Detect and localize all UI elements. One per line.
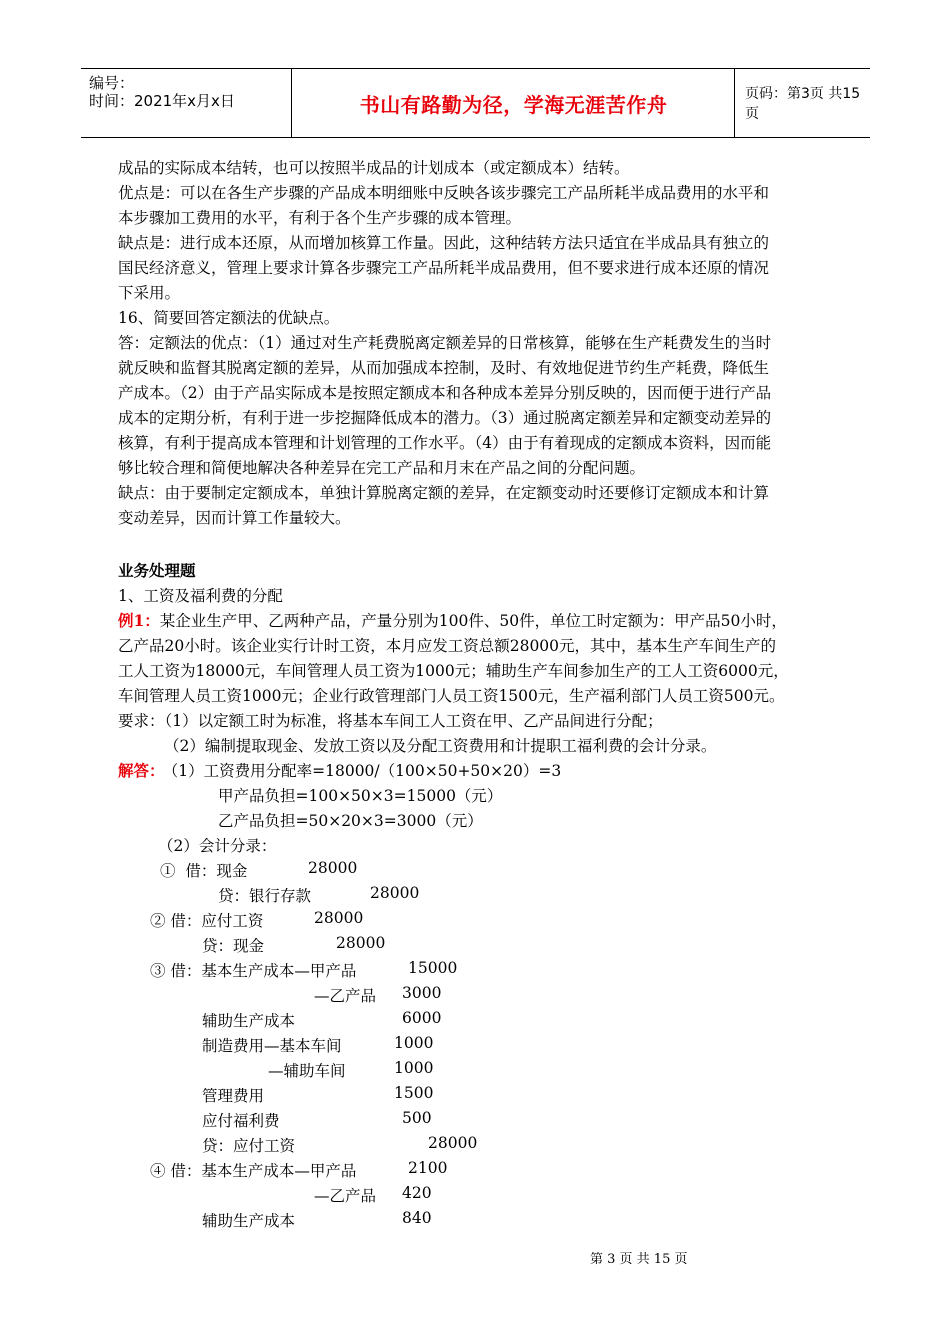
entry-amount: 420 — [402, 1184, 432, 1202]
item-heading: 1、工资及福利费的分配 — [118, 587, 283, 605]
entry-text: 管理费用 — [202, 1087, 265, 1105]
question-16: 16、简要回答定额法的优缺点。 — [118, 309, 340, 327]
entry-amount: 500 — [402, 1109, 432, 1127]
example-label: 例1： — [118, 611, 160, 630]
entry-text: ③ 借：基本生产成本—甲产品 — [150, 962, 357, 980]
text-line: 产成本。（2）由于产品实际成本是按照定额成本和各种成本差异分别反映的，因而便于进行产品 — [118, 384, 772, 402]
entry-amount: 840 — [402, 1209, 432, 1227]
entry-text: 辅助生产成本 — [202, 1212, 296, 1230]
text-line: 够比较合理和简便地解决各种差异在完工产品和月末在产品之间的分配问题。 — [118, 459, 646, 477]
text-line: 本步骤加工费用的水平，有利于各个生产步骤的成本管理。 — [118, 209, 522, 227]
header-meta — [81, 69, 292, 137]
example-line — [118, 609, 787, 631]
text-line: 国民经济意义，管理上要求计算各步骤完工产品所耗半成品费用，但不要求进行成本还原的情况 — [118, 259, 770, 277]
text-line: 下采用。 — [118, 284, 181, 302]
entry-amount: 2100 — [408, 1159, 448, 1177]
time-label: 时间：2021年x月x日 — [89, 92, 235, 110]
text-line: 答：定额法的优点：（1）通过对生产耗费脱离定额差异的日常核算，能够在生产耗费发生的当时 — [118, 334, 772, 352]
entry-amount: 28000 — [308, 859, 358, 877]
example-line: 工人工资为18000元，车间管理人员工资为1000元；辅助生产车间参加生产的工人工资6000元， — [118, 662, 789, 680]
text-line: 优点是：可以在各生产步骤的产品成本明细账中反映各该步骤完工产品所耗半成品费用的水平和 — [118, 184, 770, 202]
entry-text: 辅助生产成本 — [202, 1012, 296, 1030]
entry-text: 贷：应付工资 — [202, 1137, 296, 1155]
text-line: 核算，有利于提高成本管理和计划管理的工作水平。（4）由于有着现成的定额成本资料，因而能 — [118, 434, 772, 452]
entry-amount: 1000 — [394, 1034, 434, 1052]
entry-amount: 6000 — [402, 1009, 442, 1027]
entry-text: ② 借：应付工资 — [150, 912, 264, 930]
entry-amount: 1000 — [394, 1059, 434, 1077]
answer-line — [118, 759, 561, 781]
entry-amount: 28000 — [428, 1134, 478, 1152]
header-page-info: 页码：第3页 共15页 — [745, 86, 861, 122]
entry-text: ④ 借：基本生产成本—甲产品 — [150, 1162, 357, 1180]
page-header — [81, 68, 870, 138]
text-line: 成本的定期分析，有利于进一步挖掘降低成本的潜力。（3）通过脱离定额差异和定额变动差异的 — [118, 409, 772, 427]
answer-label: 解答： — [118, 761, 165, 780]
entry-text: 制造费用—基本车间 — [202, 1037, 342, 1055]
entry-amount: 28000 — [370, 884, 420, 902]
code-label: 编号： — [89, 74, 135, 92]
entry-text: —乙产品 — [314, 1187, 377, 1205]
text-line: 缺点是：进行成本还原，从而增加核算工作量。因此，这种结转方法只适宜在半成品具有独立的 — [118, 234, 770, 252]
text-line: 就反映和监督其脱离定额的差异，从而加强成本控制，及时、有效地促进节约生产耗费，降低生 — [118, 359, 770, 377]
entry-amount: 28000 — [314, 909, 364, 927]
entry-amount: 3000 — [402, 984, 442, 1002]
text-line: 成品的实际成本结转，也可以按照半成品的计划成本（或定额成本）结转。 — [118, 159, 630, 177]
answer-line: 乙产品负担=50×20×3=3000（元） — [218, 812, 483, 830]
entry-text: 贷：现金 — [202, 937, 265, 955]
requirement-line: 要求：（1）以定额工时为标准，将基本车间工人工资在甲、乙产品间进行分配； — [118, 712, 663, 730]
answer-line: 甲产品负担=100×50×3=15000（元） — [218, 787, 503, 805]
entry-text: 贷：银行存款 — [218, 887, 312, 905]
entry-amount: 1500 — [394, 1084, 434, 1102]
page-footer: 第 3 页 共 15 页 — [590, 1252, 688, 1267]
text-line: 变动差异，因而计算工作量较大。 — [118, 509, 351, 527]
entry-text: ① 借：现金 — [160, 862, 248, 880]
entry-text: —辅助车间 — [268, 1062, 346, 1080]
entry-text: 应付福利费 — [202, 1112, 280, 1130]
answer-line: （2）会计分录： — [158, 837, 277, 855]
answer-text: （1）工资费用分配率=18000/（100×50+50×20）=3 — [170, 762, 562, 780]
example-line: 乙产品20小时。该企业实行计时工资，本月应发工资总额28000元，其中，基本生产车间生产的 — [118, 637, 777, 655]
text-line: 缺点：由于要制定定额成本，单独计算脱离定额的差异，在定额变动时还要修订定额成本和计算 — [118, 484, 770, 502]
entry-amount: 28000 — [336, 934, 386, 952]
section-title: 业务处理题 — [118, 561, 196, 580]
example-line: 车间管理人员工资1000元；企业行政管理部门人员工资1500元，生产福利部门人员工资500元。 — [118, 687, 785, 705]
entry-text: —乙产品 — [314, 987, 377, 1005]
requirement-line: （2）编制提取现金、发放工资以及分配工资费用和计提职工福利费的会计分录。 — [164, 737, 717, 755]
entry-amount: 15000 — [408, 959, 458, 977]
header-motto: 书山有路勤为径，学海无涯苦作舟 — [293, 69, 735, 137]
example-text: 某企业生产甲、乙两种产品，产量分别为100件、50件，单位工时定额为：甲产品50小时， — [159, 612, 787, 630]
